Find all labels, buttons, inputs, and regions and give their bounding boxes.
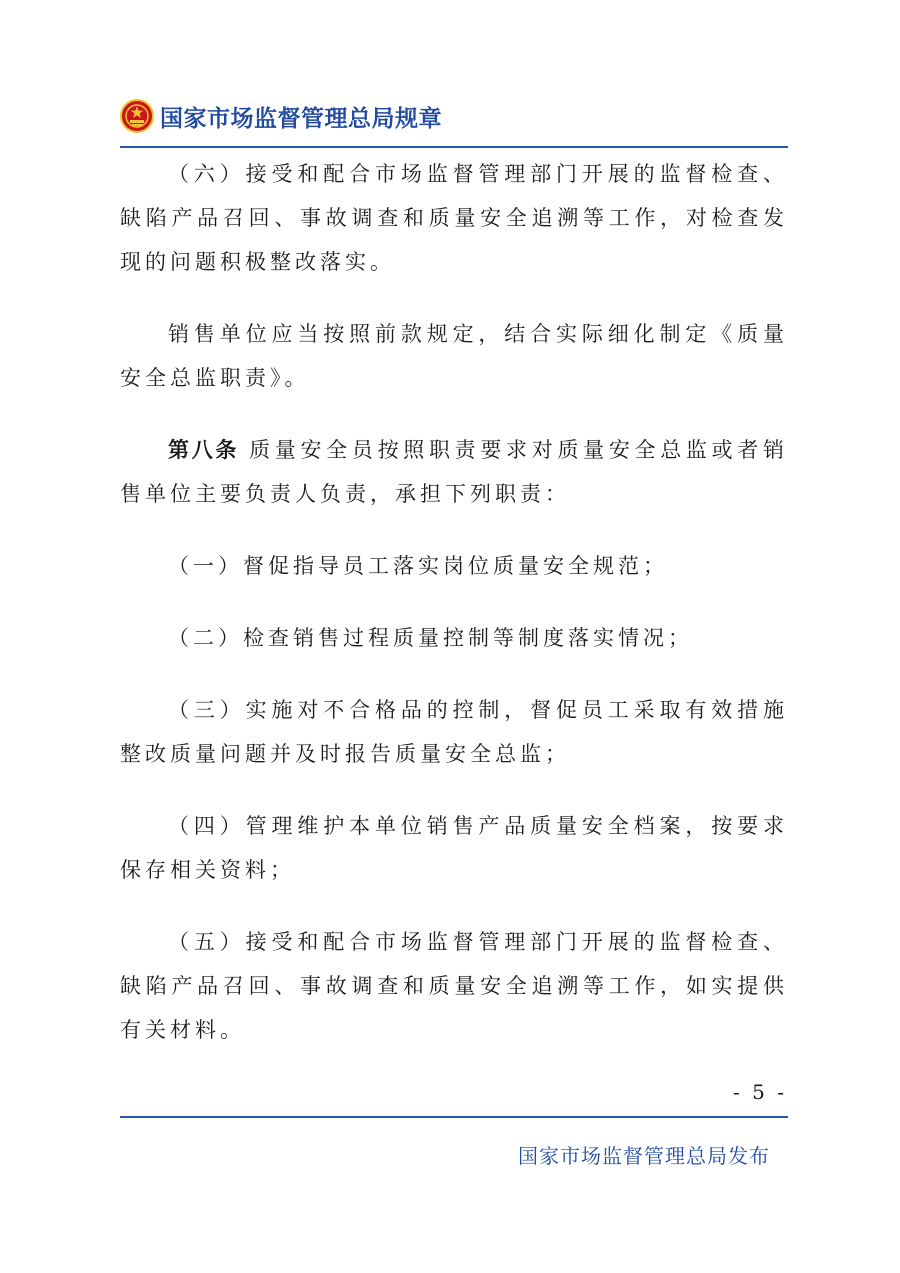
paragraph: 销售单位应当按照前款规定，结合实际细化制定《质量安全总监职责》。: [120, 322, 788, 390]
paragraph: （六）接受和配合市场监督管理部门开展的监督检查、缺陷产品召回、事故调查和质量安全追溯等工作，对检查发现的问题积极整改落实。: [120, 162, 788, 274]
paragraph: （五）接受和配合市场监督管理部门开展的监督检查、缺陷产品召回、事故调查和质量安全追溯等工作，如实提供有关材料。: [120, 930, 788, 1042]
paragraph: （四）管理维护本单位销售产品质量安全档案，按要求保存相关资料；: [120, 814, 788, 882]
document-body: [120, 152, 788, 1080]
paragraph: （三）实施对不合格品的控制，督促员工采取有效措施整改质量问题并及时报告质量安全总监；: [120, 698, 788, 766]
header-divider: [120, 146, 788, 148]
footer-publisher: 国家市场监督管理总局发布: [518, 1144, 770, 1168]
national-emblem-icon: [120, 99, 154, 133]
header-title: 国家市场监督管理总局规章: [160, 105, 442, 132]
paragraph: （二）检查销售过程质量控制等制度落实情况；: [168, 626, 693, 650]
footer-divider: [120, 1116, 788, 1118]
article-8-paragraph: [120, 428, 788, 516]
article-text: 质量安全员按照职责要求对质量安全总监或者销售单位主要负责人负责，承担下列职责：: [120, 438, 789, 506]
page-number: - 5 -: [733, 1080, 787, 1104]
article-label: 第八条: [168, 437, 240, 462]
page-header: [120, 96, 442, 136]
paragraph: （一）督促指导员工落实岗位质量安全规范；: [168, 554, 668, 578]
